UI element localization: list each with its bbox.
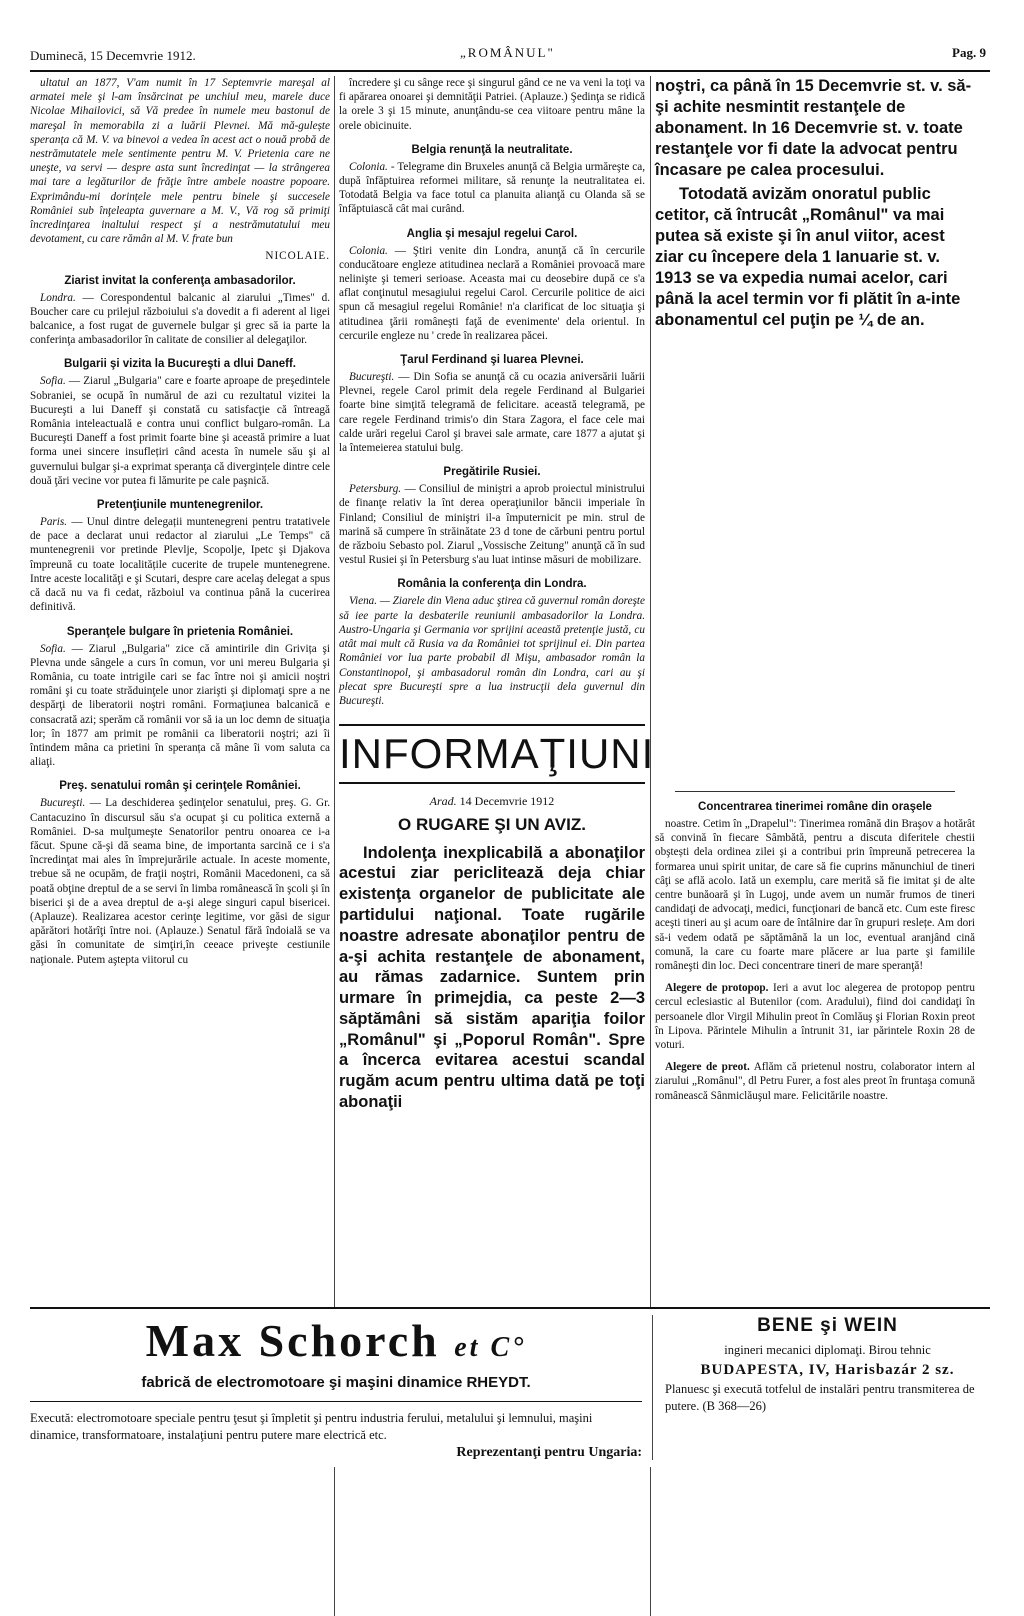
article-body: Petersburg. — Consiliul de miniştri a aprob proiectul ministrului de finanţe relativ la înt derea operaţiunilor băncii imperiale în Finland; Consiliul de miniştri il-a împuternicit pe min. strul de marină să cumpere în străinătate 23 d tone de cărbuni pentru portul de războiu Sebasto pol. Ziarul „Vossische Zeitung" anunţă că în sud vestul Rusiei şi în Petersburg s'au luat intinse măsuri de mobilizare. xyxy=(339,483,645,567)
schorch-advert xyxy=(30,1315,642,1460)
ads-rule xyxy=(30,1307,990,1309)
article-title: România la conferenţa din Londra. xyxy=(397,578,587,591)
article-body: Alegere de protopop. Ieri a avut loc alegerea de protopop pentru cercul eclesiastic al Butenilor (com. Aradului), fiind doi candidaţi în persoanele dlor Virgil Mihulin preot în Comlăuş şi Florian Roxin preot în Lipova. Părintele Mihulin a întrunit 31, iar părintele Roxin 28 de voturi. xyxy=(655,982,975,1052)
notice-text: Indolenţa inexplicabilă a abonaţilor acestui ziar periclitează deja chiar existenţa organelor de publicitate ale partidului naţional. Toate rugările noastre adresate abonaţilor pentru de a-şi achita restanţele de abonament, au rămas zadarnice. Suntem prin urmare în primejdia, ca peste 2—3 săptămâni să sistăm apariţia foilor „Românul" şi „Poporul Român". Spre a încerca evitarea acestui scandal rugăm acum pentru ultima dată pe toţi abonaţii xyxy=(339,843,645,1112)
informatiuni-heading: INFORMAŢIUNI xyxy=(339,724,645,784)
bene-wein-advert xyxy=(652,1315,990,1460)
article-body: Bucureşti. — Din Sofia se anunţă că cu ocazia aniversării luării Plevnei, regele Carol primit dela regele Ferdinand al Bulgariei foarte bine simţită telegramă de felicitare. această telegramă, pe care regele Ferdinand trimis'o din Stara Zagora, el face cele mai calde urări regelui Carol şi bravei sale armate, care 1877 a ajutat şi la întemeierea statului bulg. xyxy=(339,371,645,455)
column-1 xyxy=(30,76,330,970)
bene-title: BENE şi WEIN xyxy=(757,1315,898,1336)
advertisements xyxy=(30,1307,990,1467)
column-2 xyxy=(339,76,655,1116)
bene-address: BUDAPESTA, IV, Harisbazár 2 sz. xyxy=(700,1362,955,1378)
newspaper-name: „ROMÂNUL" xyxy=(460,45,555,60)
article-title: Speranţele bulgare în prietenia României. xyxy=(66,625,294,638)
article-body: încredere şi cu sânge rece şi singurul gând ce ne va veni la toţi va fi apărarea onoarei şi demnităţii Patriei. (Aplauze.) Şedinţa se ridică la orele 3 şi 15 minute, anunţându-se cea viitoare pentru mâne la orele obicinuite. xyxy=(339,77,645,132)
article-body: Viena. — Ziarele din Viena aduc ştirea că guvernul român doreşte să iee parte la desbaterile reuniunii ambasadorilor la Londra. Austro-Ungaria şi Germania vor sprijini această pretenţie justă, cu atât mai mult că Rusia va da României tot sprijinul ei. Din partea României vor lua parte probabil dl Mişu, ambasador român la Constantinopol, şi ambasadorul român din Londra, cari au şi plecat spre Bucureşti spre a lua instrucţii dela guvernul din Bucureşti. xyxy=(339,595,645,707)
issue-date: Duminecă, 15 Decemvrie 1912. xyxy=(30,48,196,63)
informatiuni-dateline: Arad. 14 Decemvrie 1912 xyxy=(429,794,555,809)
article-body: Colonia. — Ştiri venite din Londra, anunţă că în cercurile conducătoare engleze atitudinea neclară a României provoacă mare nelinişte şi temeri serioase. Aceasta mai cu deosebire după ce s'a aflat conţinutul mesagiului regelui Carol. Cercurile politice de aici spun că mesagiul regelui Românie! n'a clarificat de loc situaţia şi atitudinea ţării româneşti faţă de evenimente' dela orientul. In cercurile engleze nu ' crede în realizarea păcei. xyxy=(339,244,645,342)
article-title: Preş. senatului român şi cerinţele României. xyxy=(59,780,301,793)
section-divider xyxy=(675,791,955,792)
article-body: Alegere de preot. Aflăm că prietenul nostru, colaborator intern al ziarului „Românul", dl Petru Furer, a fost ales preot în fruntaşa comună românească Sânmiclăuşul mare. Felicitările noastre. xyxy=(655,1061,976,1102)
article-body: Bucureşti. — La deschiderea şedinţelor senatului, preş. G. Gr. Cantacuzino în discursul său s'a ocupat şi cu politica externă a României. D-sa mulţumeşte Senatorilor pentru onoarea ce i-a făcut. Spune că-şi dă seama bine, de importanta sarcină ce i s'a încredinţat mai ales în împrejurările actuale. In aceste momente, trebue să ne ocupăm, de fraţii noştri, Românii Macedoneni, ca să poată obţine dreptul de a se servi în limba românească în şcoli şi în biserici şi de a avea dreptul de a-şi alege singuri capul bisericei. (Aplauze). Realizarea acestor cerinţe legitime, vor găsi de sigur apărători hotărîţi între noi. (Aplauze.) Senatul fără îndoială se va găsi în comunitate de simţiri,în ceeace priveşte cestiunile naţionale. Putem aştepta viitorul cu xyxy=(30,797,330,966)
article-title: Belgia renunţă la neutralitate. xyxy=(411,143,573,156)
article-title: Pretenţiunile muntenegrenilor. xyxy=(96,499,264,512)
article-body: Paris. — Unul dintre delegații muntenegreni pentru tratativele de pace a declarat unui redactor al ziarului „Le Temps" că muntenegrenii vor pretinde Plevlje, Scopolje, Ipetc şi Djakova împreună cu toate localitățile cucerite de trupele muntenegrene. Intre aceste localităţi e şi Scutari, despre care acelaş delegat a spus că dacă nu va fi cedat, războiul va continua până la cucerirea definitivă. xyxy=(30,516,330,614)
article-body: Londra. — Corespondentul balcanic al ziarului „Times" d. Boucher care cu prilejul războiului s'a dovedit a fi aderent al ligei balcanice, a fost rugat de guvernele bulgar şi grec să ia parte la conferinţa ambasadorilor în calitate de consilier al delegaţilor. xyxy=(30,291,330,347)
bene-subtitle: ingineri mecanici diplomaţi. Birou tehnic xyxy=(724,1343,931,1357)
article-title: Pregătirile Rusiei. xyxy=(443,466,541,479)
article-title: Bulgarii şi vizita la Bucureşti a dlui Daneff. xyxy=(64,358,296,371)
column-3 xyxy=(655,76,975,1106)
article-title: Concentrarea tinerimei române din oraşele xyxy=(698,801,932,813)
article-title: Ziarist invitat la conferenţa ambasadorilor. xyxy=(64,274,296,287)
schorch-name: Max Schorch et C° xyxy=(145,1315,527,1366)
page-number: Pag. 9 xyxy=(952,45,986,60)
schorch-tagline: fabrică de electromotoare şi maşini dinamice RHEYDT. xyxy=(141,1374,531,1391)
header-rule xyxy=(30,70,990,72)
schorch-representatives: Reprezentanţi pentru Ungaria: xyxy=(456,1445,642,1460)
article-body: Colonia. - Telegrame din Bruxeles anunţă că Belgia urmăreşte ca, după înfăptuirea reformei militare, să renunţe la neutralitatea ei. Totodată Belgia va face totul ca planuita alianţă cu Olanda să se înfăptuiască cât mai curând. xyxy=(339,160,645,216)
schorch-text: Execută: electromotoare speciale pentru ţesut şi împletit şi pentru industria ferului, metalului şi lemnului, maşini dinamice, transformatoare, instalaţiuni pentru putere mare electrică etc. xyxy=(30,1411,593,1442)
page-header xyxy=(30,42,990,66)
article-title: Ţarul Ferdinand şi luarea Plevnei. xyxy=(400,354,584,367)
article-title: Anglia şi mesajul regelui Carol. xyxy=(406,227,578,240)
ad-divider xyxy=(30,1401,642,1402)
article-body: noastre. Cetim în „Drapelul": Tinerimea română din Braşov a hotărât să convină în fiecare Sâmbătă, pentru a discuta diferitele chestii obştești dela ordinea zilei şi a contribui prin împreună petrecerea la formarea unui spirit unitar, de care să fie cuprins mănunchiul de tineri câţi se află acolo. Iată un exemplu, care merită să fie imitat şi de alte centre bunăoară şi în Lugoj, unde avem un număr frumos de tineri candidaţi de advocaţi, medici, funcţionari de bancă etc. Cum este firesc aceşti tineri au şi acum oare de întâlnire dar în grupuri reslețe. Am dori să-i vedem odată pe săptămână la un loc, eventual aranjând cină comună, la care cu foarte mare plăcere ar lua parte şi familile româneşti din loc. Deci concentrare tineri de mare speranţă! xyxy=(655,818,975,973)
bene-text: Planuesc şi execută totfelul de instalări pentru transmiterea de putere. (B 368—26) xyxy=(665,1382,975,1413)
notice-title: O RUGARE ŞI UN AVIZ. xyxy=(398,815,586,835)
article-body: Sofia. — Ziarul „Bulgaria" zice că amintirile din Grivița şi Plevna unde sângele a curs în comun, vor uni mereu Bulgaria şi România, cu toate intrigile cari se fac între noi şi amicii noştri români şi cu toate străduinţele unor ziarişti şi diplomaţi spre a ne despărţi de liberatorii noştri români. Formaţiunea balcanică e consacrată azi; sperăm că românii vor să ia un loc demn de situaţia lor; în 1877 am primit pe românii ca liberatorii noştri; azi îi întindem mâna ca prietini în speranța că mâne îi vom saluta ca aliaţi. xyxy=(30,642,330,769)
letter-signature: NICOLAIE. xyxy=(265,250,330,263)
article-body: Sofia. — Ziarul „Bulgaria" care e foarte aproape de preşedintele Sobraniei, se ocupă în numărul de azi cu rezultatul vizitei la Bucureşti a lui Daneff şi constată cu satisfacţie că întreagă România inteleactuală e contra unui conflict bulgaro-român. La Bucureşti Daneff a fost primit foarte bine şi această primire a luat forma unei sincere insuflețiri când acesta în numele său şi al guvernului bulgar şi-a exprimat speranţa că divergințele dintre cele două ţări vecine vor putea fi lămurite pe cale paşnică. xyxy=(30,375,330,487)
notice-continuation: noştri, ca până în 15 Decemvrie st. v. să-şi achite nesmintit restanţele de abonament. In 16 Decemvrie st. v. toate restanţele vor fi date la advocat pentru încasare pe calea procesului. Totodată avizăm onoratul public cetitor, că întrucât „Românul" va mai putea să existe şi în anul viitor, acest ziar cu începere dela 1 Ianuarie st. v. 1913 se va expedia numai acelor, cari până la acel termin vor fi plătit în a-inte abonamentul cel puţin pe ¼ de an. xyxy=(655,77,972,329)
letter-text: ultatul an 1877, V'am numit în 17 Septemvrie mareşal al armatei mele şi l-am însărcinat pe unchiul meu, marele duce Nicolae Mihailovici, să Vă predee în numele meu bastonul de mareşal în memorabila zi a luării Plevnei. Mă mă-gulește speranța că M. V. va binevoi a vedea în acest act o nouă probă de nestrămutatele mele sentimente pentru M. V. Prietenia care ne uneşte, va servi — despre asta sunt încredinţat — la strângerea mai tare a legăturilor de frăţie între ambele noastre popoare. Exprimându-mi dorințele mele pentru binele şi succesele României sub înţeleapta guvernare a M. V., Vă rog să primiţi încredinţarea inaltului respect şi a nestrămutatului meu devotament, cu care rămân al M. V. frate bun xyxy=(30,77,330,246)
